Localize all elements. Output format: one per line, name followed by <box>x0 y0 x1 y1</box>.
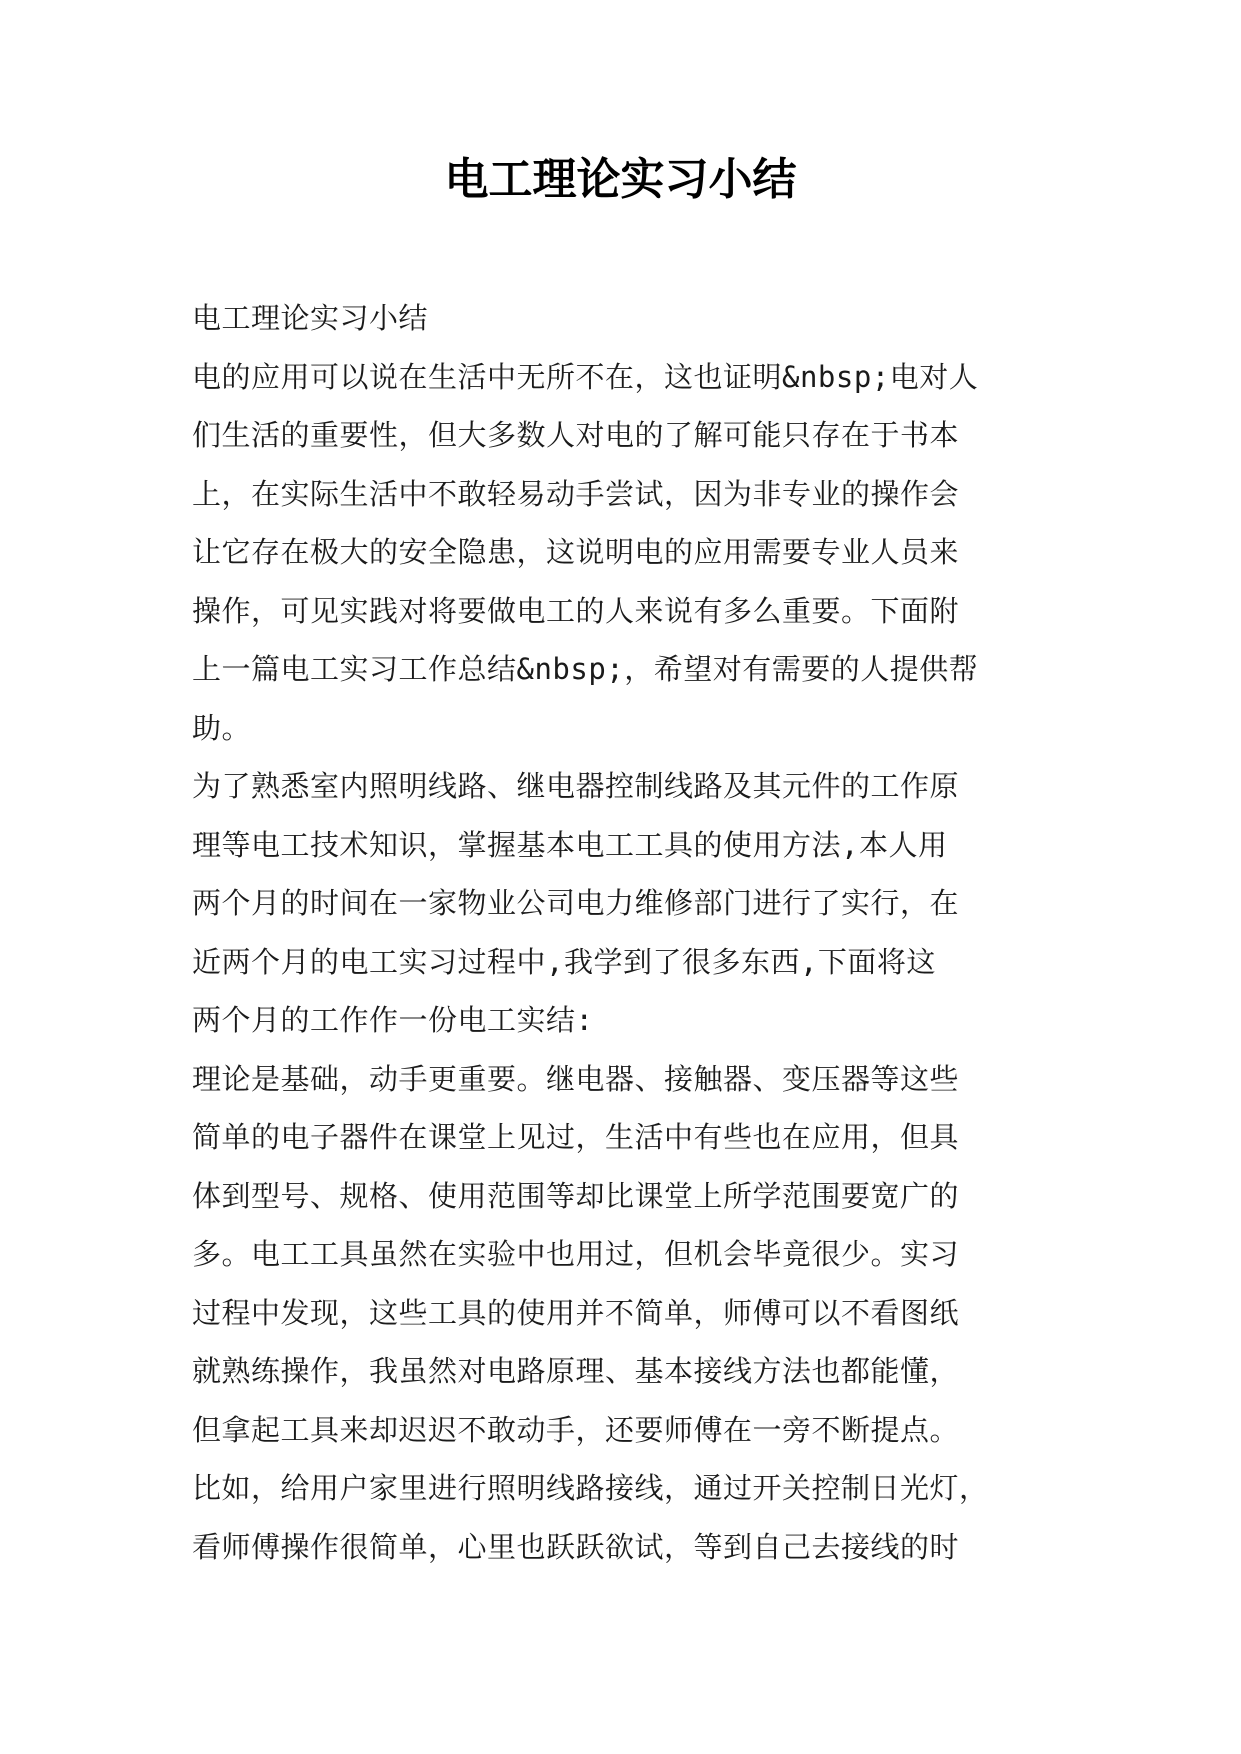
body-line: 过程中发现，这些工具的使用并不简单，师傅可以不看图纸 <box>192 1295 960 1330</box>
body-line: 助。 <box>192 710 252 745</box>
body-line: 看师傅操作很简单，心里也跃跃欲试，等到自己去接线的时 <box>192 1529 960 1564</box>
body-line: 上一篇电工实习工作总结&nbsp;，希望对有需要的人提供帮 <box>192 652 979 686</box>
body-line: 简单的电子器件在课堂上见过，生活中有些也在应用，但具 <box>192 1120 960 1154</box>
body-line: 体到型号、规格、使用范围等却比课堂上所学范围要宽广的 <box>192 1178 960 1213</box>
body-line: 就熟练操作，我虽然对电路原理、基本接线方法也都能懂， <box>192 1354 960 1388</box>
document-title: 电工理论实习小结 <box>444 154 797 205</box>
body-line: 电工理论实习小结 <box>192 301 429 335</box>
body-line: 理论是基础，动手更重要。继电器、接触器、变压器等这些 <box>192 1061 960 1096</box>
body-line: 让它存在极大的安全隐患，这说明电的应用需要专业人员来 <box>192 535 960 569</box>
document-body <box>192 289 1072 1576</box>
body-line: 上，在实际生活中不敢轻易动手尝试，因为非专业的操作会 <box>192 476 960 511</box>
body-line: 近两个月的电工实习过程中,我学到了很多东西,下面将这 <box>192 944 936 979</box>
body-line: 多。电工工具虽然在实验中也用过，但机会毕竟很少。实习 <box>192 1237 960 1271</box>
body-line: 为了熟悉室内照明线路、继电器控制线路及其元件的工作原 <box>192 769 960 803</box>
body-line: 们生活的重要性，但大多数人对电的了解可能只存在于书本 <box>192 418 960 452</box>
body-line: 理等电工技术知识，掌握基本电工工具的使用方法,本人用 <box>192 827 948 862</box>
body-line: 但拿起工具来却迟迟不敢动手，还要师傅在一旁不断提点。 <box>192 1412 960 1447</box>
body-line: 操作，可见实践对将要做电工的人来说有多么重要。下面附 <box>192 593 960 628</box>
body-line: 两个月的时间在一家物业公司电力维修部门进行了实行，在 <box>192 886 960 920</box>
body-line: 电的应用可以说在生活中无所不在，这也证明&nbsp;电对人 <box>192 359 979 394</box>
body-line: 两个月的工作作一份电工实结: <box>192 1003 594 1037</box>
body-line: 比如，给用户家里进行照明线路接线，通过开关控制日光灯， <box>192 1471 989 1505</box>
